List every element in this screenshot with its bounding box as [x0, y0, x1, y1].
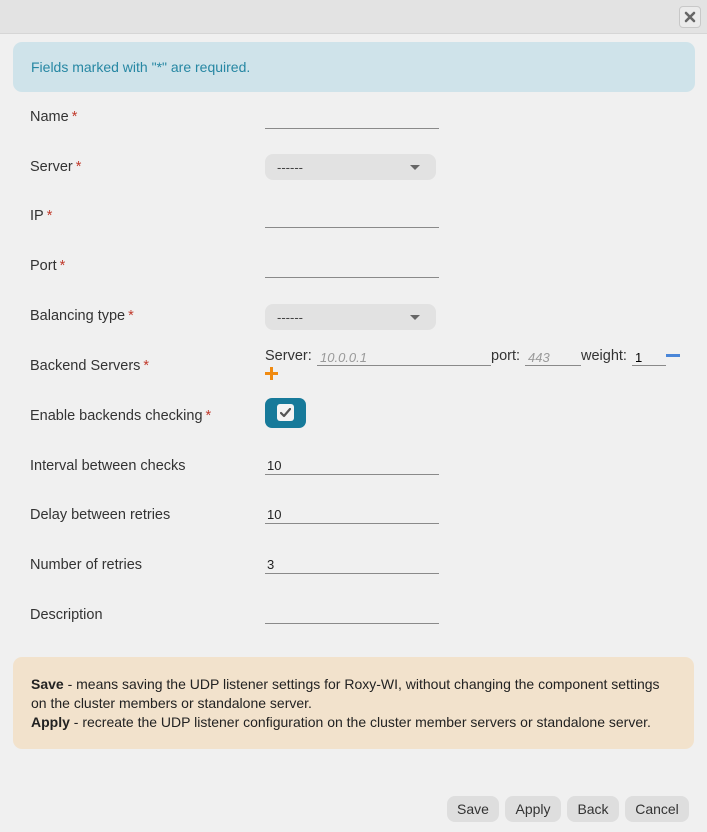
balancing-type-label: Balancing type * — [30, 308, 134, 324]
enable-checking-row — [0, 405, 707, 429]
dialog-titlebar — [0, 0, 707, 34]
save-button[interactable]: Save — [447, 796, 499, 822]
interval-input[interactable] — [265, 452, 439, 475]
remove-backend-icon[interactable] — [666, 354, 680, 357]
required-marker: * — [128, 308, 134, 324]
backend-port-input[interactable] — [525, 346, 581, 366]
description-label: Description — [30, 607, 103, 623]
required-marker: * — [71, 109, 78, 125]
backend-server-input[interactable] — [317, 346, 491, 366]
backend-server-entry — [265, 346, 695, 386]
close-icon — [684, 11, 696, 23]
delay-row — [0, 501, 707, 525]
server-row — [0, 156, 707, 180]
description-input[interactable] — [265, 601, 439, 624]
name-input[interactable] — [265, 106, 439, 129]
backend-servers-label: Backend Servers * — [30, 358, 150, 374]
delay-input[interactable] — [265, 501, 439, 524]
retries-row — [0, 551, 707, 575]
cancel-button[interactable]: Cancel — [625, 796, 689, 822]
port-row — [0, 255, 707, 279]
checkbox-inner — [277, 404, 294, 421]
interval-label: Interval between checks — [30, 458, 186, 474]
name-label: Name * — [30, 109, 78, 125]
required-marker: * — [46, 208, 53, 224]
apply-note — [31, 713, 676, 732]
required-marker: * — [205, 408, 212, 424]
required-marker: * — [143, 358, 150, 374]
retries-input[interactable] — [265, 551, 439, 574]
enable-checking-label: Enable backends checking * — [30, 408, 212, 424]
delay-label: Delay between retries — [30, 507, 171, 523]
save-term: Save — [31, 676, 64, 692]
interval-row — [0, 452, 707, 476]
backend-port-label: port: — [491, 348, 521, 364]
save-description: - means saving the UDP listener settings for Roxy-WI, without changing the component settings on the cluster members or standalone server. — [31, 676, 660, 711]
ip-label: IP * — [30, 208, 53, 224]
required-fields-info — [13, 42, 695, 92]
name-row — [0, 106, 707, 130]
server-label: Server * — [30, 159, 82, 175]
server-select[interactable] — [265, 154, 436, 180]
close-button[interactable] — [679, 6, 701, 28]
checkmark-icon — [280, 408, 291, 418]
help-note — [13, 657, 694, 749]
retries-label: Number of retries — [30, 557, 143, 573]
back-button[interactable]: Back — [567, 796, 619, 822]
server-select-value: ------ — [277, 160, 303, 175]
balancing-type-select[interactable] — [265, 304, 436, 330]
add-backend-icon[interactable] — [265, 367, 278, 380]
apply-term: Apply — [31, 714, 70, 730]
chevron-down-icon — [410, 315, 420, 320]
required-marker: * — [75, 159, 82, 175]
backend-weight-input[interactable] — [632, 346, 666, 366]
required-marker: * — [59, 258, 66, 274]
info-message: Fields marked with "*" are required. — [31, 59, 251, 75]
description-row — [0, 601, 707, 625]
balancing-type-select-value: ------ — [277, 310, 303, 325]
port-input[interactable] — [265, 255, 439, 278]
apply-description: - recreate the UDP listener configuration on the cluster member servers or standalone server. — [69, 714, 651, 730]
backend-server-label: Server: — [265, 348, 312, 364]
chevron-down-icon — [410, 165, 420, 170]
ip-input[interactable] — [265, 205, 439, 228]
port-label: Port * — [30, 258, 66, 274]
balancing-type-row — [0, 305, 707, 329]
backend-weight-label: weight: — [581, 348, 627, 364]
ip-row — [0, 205, 707, 229]
apply-button[interactable]: Apply — [505, 796, 561, 822]
save-note — [31, 675, 676, 713]
enable-checking-checkbox[interactable] — [265, 398, 306, 428]
